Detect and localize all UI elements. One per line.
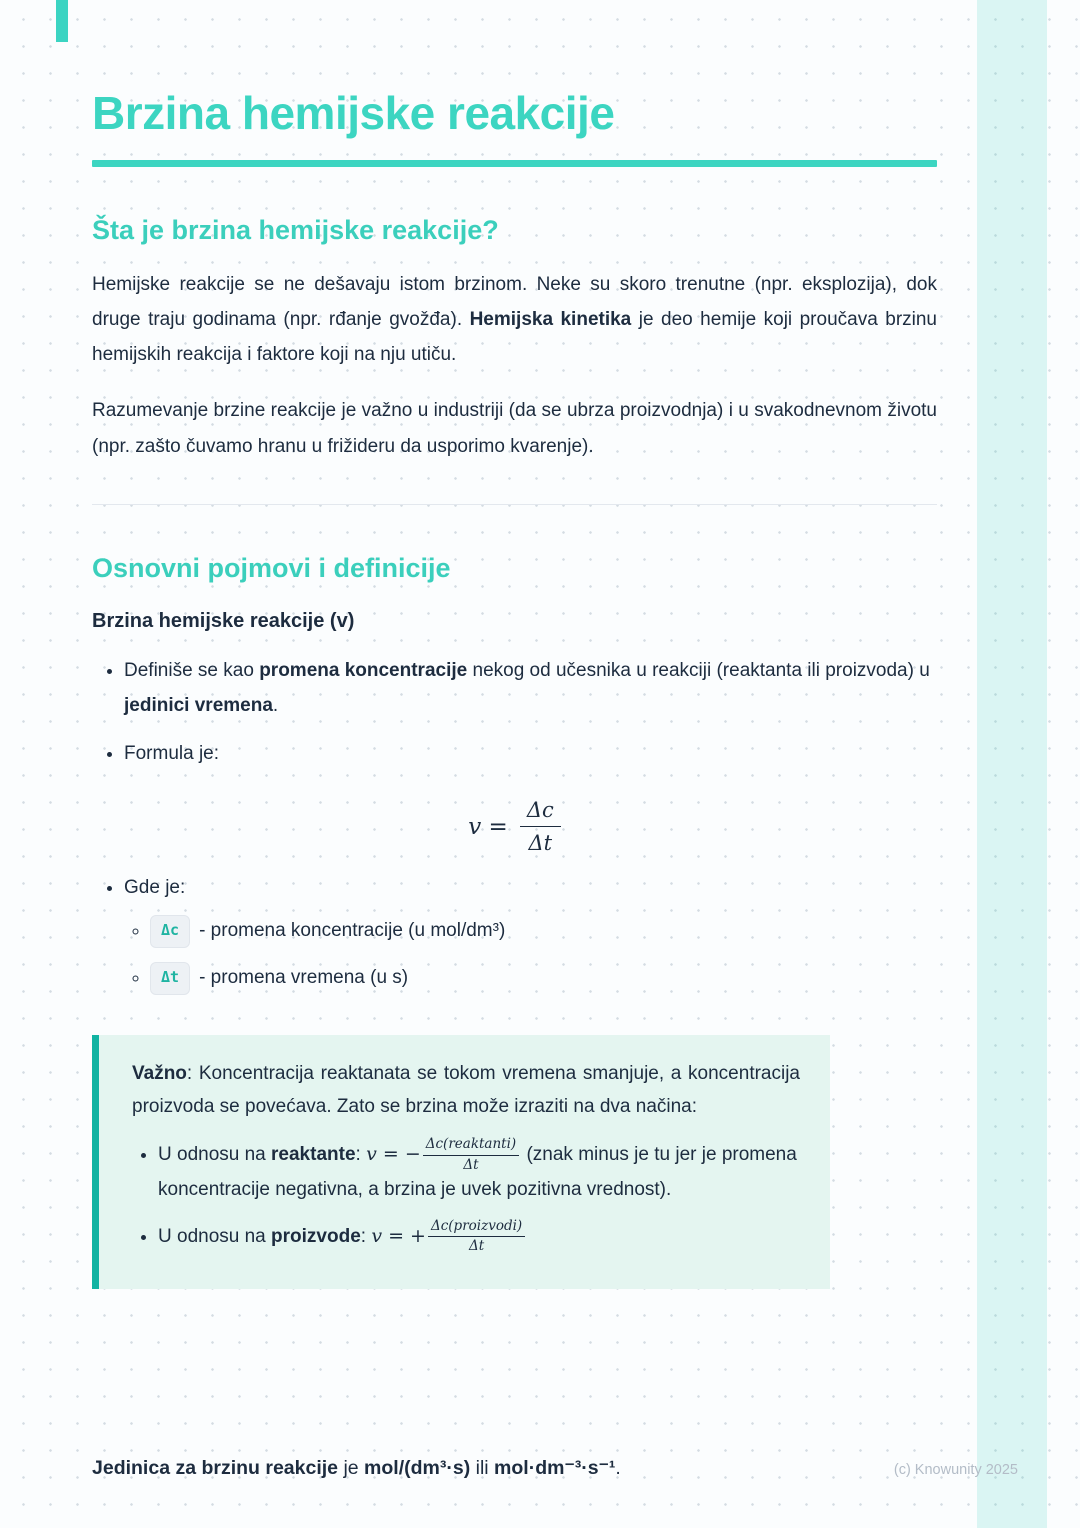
section-divider [92,504,937,505]
unit-line: Jedinica za brzinu reakcije je mol/(dm³·s) ili mol·dm⁻³·s⁻¹. [92,1457,621,1479]
delta-t-description: - promena vremena (u s) [199,966,409,988]
title-underline [92,160,937,167]
section-heading-basics: Osnovni pojmovi i definicije [92,552,451,583]
intro-paragraph-2: Razumevanje brzine reakcije je važno u industriji (da se ubrza proizvodnja) i u svakodnevnom životu (npr. zašto čuvamo hranu u frižideru da usporimo kvarenje). [92,400,937,457]
page-content [92,86,937,1289]
definition-subheading: Brzina hemijske reakcije (v) [92,609,355,632]
intro-paragraph-1: Hemijske reakcije se ne dešavaju istom brzinom. Neke su skoro trenutne (npr. eksplozija), dok druge traju godinama (npr. rđanje gvožđa). Hemijska kinetika je deo hemije koji proučava brzinu hemijskih reakcija i faktore koji na nju utiču. [92,274,938,366]
where-list [124,913,937,995]
reactants-frac-numerator: Δc(reaktanti) [423,1136,519,1156]
rate-formula [92,797,937,857]
where-item-delta-t [150,960,937,995]
delta-t-chip: Δt [150,962,190,995]
basics-list [92,653,937,995]
delta-c-description: - promena koncentracije (u mol/dm³) [199,919,506,941]
reactants-text-pre: U odnosu na reaktante: [158,1144,367,1166]
reactants-math [366,1136,521,1173]
top-left-accent-bar [56,0,68,42]
formula-label-bullet [124,736,937,857]
products-math [371,1217,527,1255]
reactants-bullet [158,1136,800,1206]
delta-c-chip: Δc [150,915,190,948]
where-item-delta-c [150,913,937,948]
formula-fraction [520,797,561,857]
reactants-text-post: (znak minus je tu jer je promena koncentracije negativna, a brzina je uvek pozitivna vrednost). [158,1144,797,1201]
important-callout [92,1035,830,1289]
products-frac-numerator: Δc(proizvodi) [428,1218,525,1238]
reactants-fraction [423,1136,519,1174]
page-title: Brzina hemijske reakcije [92,87,615,139]
formula-lhs: v = [468,813,508,840]
products-math-lhs: v = + [371,1224,426,1247]
products-text-pre: U odnosu na proizvode: [158,1225,372,1247]
section-heading-intro: Šta je brzina hemijske reakcije? [92,215,499,245]
definition-bullet: • Definiše se kao promena koncentracije nekog od učesnika u reakciji (reaktanta ili proizvoda) u jedinici vremena. [124,653,937,723]
reactants-math-lhs: v = − [366,1143,421,1166]
formula-numerator: Δc [520,797,561,827]
right-accent-band [977,0,1047,1528]
callout-list [132,1136,800,1255]
formula-label: Formula je: [124,742,220,764]
products-frac-denominator: Δt [469,1238,485,1255]
formula-denominator: Δt [528,831,553,856]
products-fraction [428,1218,525,1256]
where-label: Gde je: [124,876,186,898]
callout-intro: Važno: Koncentracija reaktanata se tokom vremena smanjuje, a koncentracija proizvoda se povećava. Zato se brzina može izraziti na dva načina: [132,1063,800,1117]
products-bullet [158,1218,800,1256]
reactants-frac-denominator: Δt [463,1156,479,1173]
where-bullet [124,870,937,995]
copyright-footer: (c) Knowunity 2025 [893,1462,1018,1478]
